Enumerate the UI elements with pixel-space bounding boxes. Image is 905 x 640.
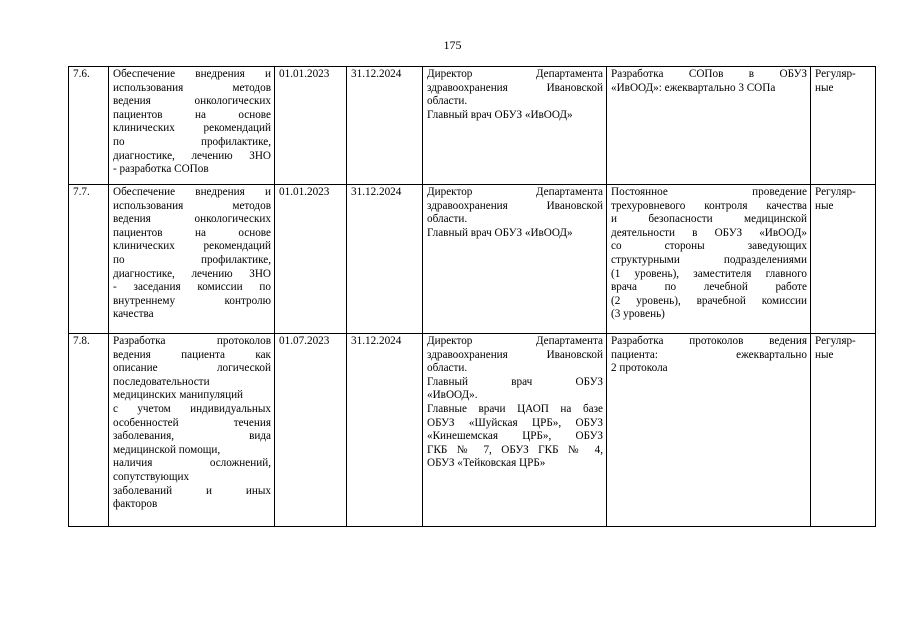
activity-line: - разработка СОПов bbox=[113, 163, 209, 176]
responsible-line: Главный врач ОБУЗ «ИвООД» bbox=[427, 226, 573, 239]
activity-line: медицинской помощи, bbox=[113, 443, 221, 456]
responsible-line: «ИвООД». bbox=[427, 389, 478, 402]
responsible-line: здравоохранения Ивановской bbox=[427, 81, 603, 94]
frequency-line: ные bbox=[815, 199, 834, 212]
end-date: 31.12.2024 bbox=[347, 67, 423, 185]
responsible-line: области. bbox=[427, 213, 468, 226]
activity-line: ведения онкологических bbox=[113, 213, 271, 226]
activity-line: Обеспечение внедрения и bbox=[113, 186, 271, 198]
row-number: 7.7. bbox=[69, 185, 109, 334]
activity-line: использования методов bbox=[113, 199, 271, 212]
activity-line: клинических рекомендаций bbox=[113, 122, 271, 135]
responsible-cell bbox=[423, 185, 607, 334]
activity-line: заболевания, вида bbox=[113, 430, 271, 443]
result-line: пациента: ежеквартально bbox=[611, 348, 807, 361]
table-row bbox=[69, 334, 876, 527]
result-line: со стороны заведующих bbox=[611, 240, 807, 253]
responsible-line: ОБУЗ «Шуйская ЦРБ», ОБУЗ bbox=[427, 416, 603, 429]
result-line: Разработка СОПов в ОБУЗ bbox=[611, 68, 807, 80]
activity-line: с учетом индивидуальных bbox=[113, 402, 271, 415]
result-cell bbox=[607, 67, 811, 185]
responsible-line: области. bbox=[427, 362, 468, 375]
result-line: деятельности в ОБУЗ «ИвООД» bbox=[611, 226, 807, 239]
activity-cell bbox=[109, 67, 275, 185]
result-line: структурными подразделениями bbox=[611, 253, 807, 266]
activity-line: заболеваний и иных bbox=[113, 484, 271, 497]
activity-cell bbox=[109, 334, 275, 527]
activity-line: диагностике, лечению ЗНО bbox=[113, 149, 271, 162]
row-number: 7.8. bbox=[69, 334, 109, 527]
activity-line: Разработка протоколов bbox=[113, 335, 271, 347]
result-line: (3 уровень) bbox=[611, 308, 665, 321]
activity-line: клинических рекомендаций bbox=[113, 240, 271, 253]
activity-line: - заседания комиссии по bbox=[113, 281, 271, 294]
responsible-line: Главный врач ОБУЗ «ИвООД» bbox=[427, 108, 573, 121]
activity-line: сопутствующих bbox=[113, 470, 190, 483]
responsible-line: ГКБ № 7, ОБУЗ ГКБ № 4, bbox=[427, 443, 603, 456]
activity-line: описание логической bbox=[113, 362, 271, 375]
row-number: 7.6. bbox=[69, 67, 109, 185]
result-line: трехуровневого контроля качества bbox=[611, 199, 807, 212]
responsible-line: Директор Департамента bbox=[427, 335, 603, 347]
plan-table bbox=[68, 66, 876, 527]
result-line: и безопасности медицинской bbox=[611, 213, 807, 226]
frequency-line: Регуляр- bbox=[815, 335, 856, 347]
activity-cell bbox=[109, 185, 275, 334]
activity-line: использования методов bbox=[113, 81, 271, 94]
activity-line: пациентов на основе bbox=[113, 226, 271, 239]
frequency-cell bbox=[811, 67, 876, 185]
responsible-cell bbox=[423, 67, 607, 185]
frequency-line: Регуляр- bbox=[815, 186, 856, 198]
result-cell bbox=[607, 185, 811, 334]
responsible-line: Главный врач ОБУЗ bbox=[427, 375, 603, 388]
table-row bbox=[69, 67, 876, 185]
responsible-line: «Кинешемская ЦРБ», ОБУЗ bbox=[427, 430, 603, 443]
activity-line: наличия осложнений, bbox=[113, 457, 271, 470]
activity-line: факторов bbox=[113, 498, 158, 511]
result-cell bbox=[607, 334, 811, 527]
activity-line: особенностей течения bbox=[113, 416, 271, 429]
result-line: Разработка протоколов ведения bbox=[611, 335, 807, 347]
start-date: 01.01.2023 bbox=[275, 67, 347, 185]
activity-line: Обеспечение внедрения и bbox=[113, 68, 271, 80]
responsible-line: Директор Департамента bbox=[427, 186, 603, 198]
activity-line: ведения пациента как bbox=[113, 348, 271, 361]
start-date: 01.07.2023 bbox=[275, 334, 347, 527]
start-date: 01.01.2023 bbox=[275, 185, 347, 334]
responsible-line: области. bbox=[427, 95, 468, 108]
activity-line: по профилактике, bbox=[113, 135, 271, 148]
result-line: 2 протокола bbox=[611, 362, 668, 375]
frequency-line: ные bbox=[815, 81, 834, 94]
activity-line: качества bbox=[113, 308, 154, 321]
activity-line: ведения онкологических bbox=[113, 95, 271, 108]
responsible-line: Главные врачи ЦАОП на базе bbox=[427, 402, 603, 415]
responsible-line: здравоохранения Ивановской bbox=[427, 348, 603, 361]
frequency-cell bbox=[811, 334, 876, 527]
result-line: «ИвООД»: ежеквартально 3 СОПа bbox=[611, 81, 776, 94]
activity-line: медицинских манипуляций bbox=[113, 389, 244, 402]
page-number: 175 bbox=[443, 38, 462, 52]
activity-line: последовательности bbox=[113, 375, 210, 388]
table-row bbox=[69, 185, 876, 334]
result-line: врача по лечебной работе bbox=[611, 281, 807, 294]
activity-line: внутреннему контролю bbox=[113, 294, 271, 307]
result-line: (1 уровень), заместителя главного bbox=[611, 267, 807, 280]
result-line: (2 уровень), врачебной комиссии bbox=[611, 294, 807, 307]
responsible-line: здравоохранения Ивановской bbox=[427, 199, 603, 212]
result-line: Постоянное проведение bbox=[611, 186, 807, 198]
activity-line: по профилактике, bbox=[113, 253, 271, 266]
activity-line: диагностике, лечению ЗНО bbox=[113, 267, 271, 280]
activity-line: пациентов на основе bbox=[113, 108, 271, 121]
frequency-line: ные bbox=[815, 348, 834, 361]
responsible-line: Директор Департамента bbox=[427, 68, 603, 80]
responsible-line: ОБУЗ «Тейковская ЦРБ» bbox=[427, 457, 546, 470]
end-date: 31.12.2024 bbox=[347, 185, 423, 334]
responsible-cell bbox=[423, 334, 607, 527]
frequency-line: Регуляр- bbox=[815, 68, 856, 80]
end-date: 31.12.2024 bbox=[347, 334, 423, 527]
frequency-cell bbox=[811, 185, 876, 334]
